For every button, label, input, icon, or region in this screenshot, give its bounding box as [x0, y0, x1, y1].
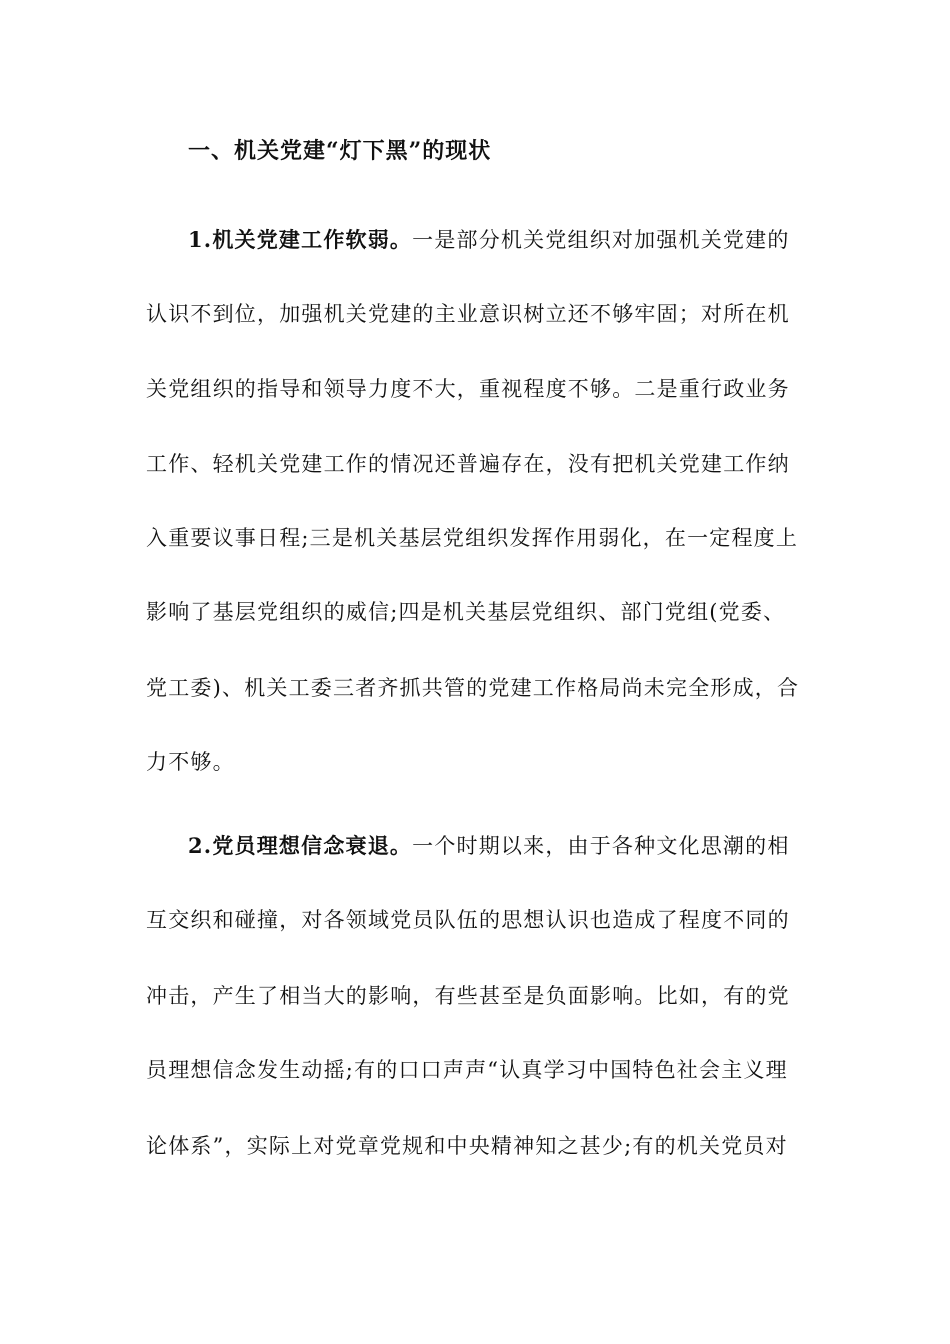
- paragraph-2-lead-line: [188, 830, 790, 860]
- paragraph-2-line: 冲击，产生了相当大的影响，有些甚至是负面影响。比如，有的党: [146, 984, 790, 1008]
- paragraph-1-line: 力不够。: [146, 750, 235, 774]
- paragraph-1-line: 影响了基层党组织的威信;四是机关基层党组织、部门党组(党委、: [146, 600, 786, 624]
- paragraph-2-title: 2.党员理想信念衰退。: [188, 833, 413, 858]
- paragraph-1-line: 关党组织的指导和领导力度不大，重视程度不够。二是重行政业务: [146, 377, 790, 401]
- paragraph-2-line: 论体系”，实际上对党章党规和中央精神知之甚少;有的机关党员对: [146, 1134, 788, 1158]
- paragraph-1-title: 1.机关党建工作软弱。: [188, 227, 413, 252]
- paragraph-1-lead-line: [188, 224, 790, 254]
- paragraph-2-line: 员理想信念发生动摇;有的口口声声“认真学习中国特色社会主义理: [146, 1058, 788, 1082]
- paragraph-1-lead-text: 一是部分机关党组织对加强机关党建的: [412, 228, 790, 252]
- paragraph-2-lead-text: 一个时期以来，由于各种文化思潮的相: [412, 834, 790, 858]
- paragraph-1-line: 认识不到位，加强机关党建的主业意识树立还不够牢固；对所在机: [146, 302, 790, 326]
- paragraph-1-line: 工作、轻机关党建工作的情况还普遍存在，没有把机关党建工作纳: [146, 452, 790, 476]
- paragraph-1-line: 入重要议事日程;三是机关基层党组织发挥作用弱化，在一定程度上: [146, 526, 799, 550]
- paragraph-2-line: 互交织和碰撞，对各领域党员队伍的思想认识也造成了程度不同的: [146, 908, 790, 932]
- section-heading: 一、机关党建“灯下黑”的现状: [188, 138, 492, 164]
- paragraph-1-line: 党工委)、机关工委三者齐抓共管的党建工作格局尚未完全形成，合: [146, 676, 800, 700]
